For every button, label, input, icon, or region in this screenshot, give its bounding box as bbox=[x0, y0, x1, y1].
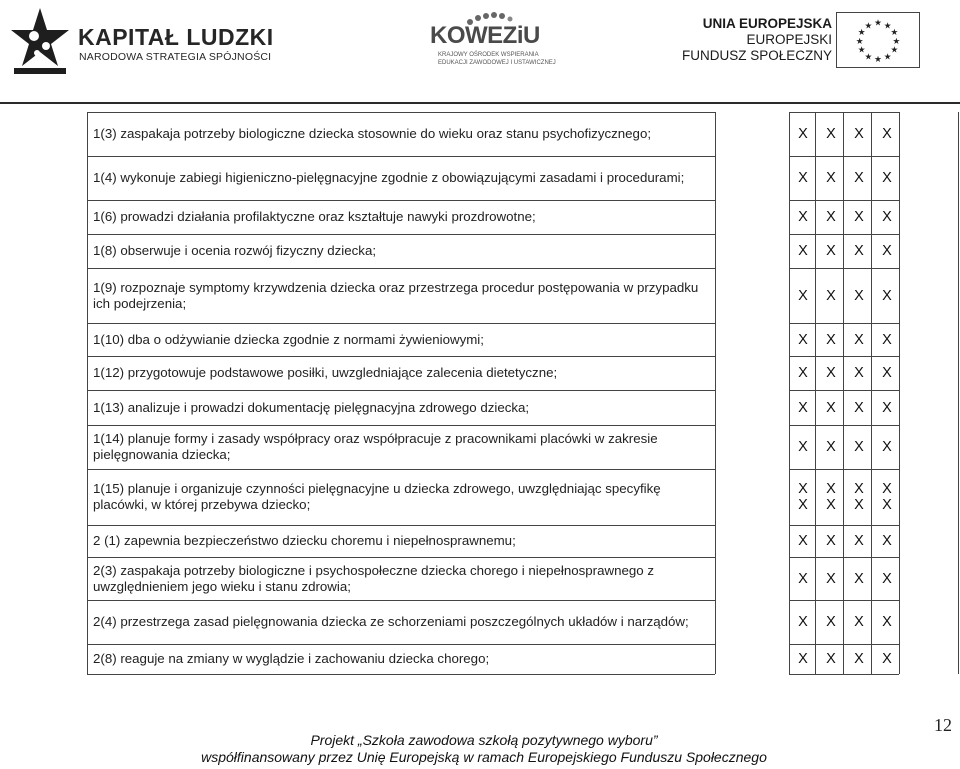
unia-europejska-logo bbox=[681, 12, 940, 78]
x-mark: X bbox=[854, 365, 864, 381]
column-line bbox=[958, 425, 959, 469]
table-row bbox=[0, 156, 960, 200]
x-mark: X bbox=[798, 287, 808, 304]
column-line bbox=[715, 425, 716, 469]
x-mark: X bbox=[882, 170, 892, 186]
column-line bbox=[87, 200, 88, 234]
kowezu-logo bbox=[424, 10, 564, 72]
svg-text:★: ★ bbox=[883, 52, 892, 63]
ue-line3: FUNDUSZ SPOŁECZNY bbox=[681, 48, 832, 63]
x-mark: X bbox=[882, 497, 892, 513]
row-marks bbox=[789, 525, 901, 557]
mark-line bbox=[789, 533, 901, 549]
x-mark: X bbox=[854, 287, 864, 304]
x-mark: X bbox=[854, 209, 864, 225]
x-mark: X bbox=[798, 481, 808, 497]
column-line bbox=[87, 112, 88, 156]
row-description: 1(14) planuje formy i zasady współpracy oraz współpracuje z pracownikami placówki w zakresie pielęgnowania dziecka; bbox=[93, 431, 658, 462]
column-line bbox=[958, 112, 959, 156]
x-mark: X bbox=[882, 570, 892, 587]
x-mark: X bbox=[854, 243, 864, 259]
svg-text:★: ★ bbox=[874, 18, 882, 29]
x-mark: X bbox=[826, 651, 836, 667]
kowezu-line2: EDUKACJI ZAWODOWEJ I USTAWICZNEJ bbox=[438, 60, 556, 66]
ue-line2: EUROPEJSKI bbox=[746, 32, 832, 47]
table-row bbox=[0, 112, 960, 156]
x-mark: X bbox=[826, 399, 836, 416]
x-mark: X bbox=[798, 209, 808, 225]
column-line bbox=[715, 112, 716, 156]
row-description: 2(4) przestrzega zasad pielęgnowania dziecka ze schorzeniami poszczególnych układów i narządów; bbox=[93, 614, 689, 629]
x-mark: X bbox=[854, 170, 864, 186]
x-mark: X bbox=[798, 365, 808, 381]
kowezu-name: KOWEZiU bbox=[430, 22, 540, 49]
x-mark: X bbox=[882, 399, 892, 416]
column-line bbox=[715, 234, 716, 268]
row-marks bbox=[789, 469, 901, 525]
table-row bbox=[0, 356, 960, 390]
x-mark: X bbox=[854, 497, 864, 513]
row-border bbox=[789, 674, 899, 675]
column-line bbox=[715, 644, 716, 674]
mark-line bbox=[789, 481, 901, 497]
column-line bbox=[715, 600, 716, 644]
row-border bbox=[87, 674, 715, 675]
mark-line bbox=[789, 170, 901, 186]
table-row bbox=[0, 425, 960, 469]
column-line bbox=[87, 156, 88, 200]
x-mark: X bbox=[798, 533, 808, 549]
svg-text:★: ★ bbox=[892, 36, 901, 47]
column-line bbox=[958, 356, 959, 390]
eu-flag-icon bbox=[836, 12, 920, 68]
column-line bbox=[715, 156, 716, 200]
ue-line1: UNIA EUROPEJSKA bbox=[702, 16, 832, 31]
table-bottom bbox=[0, 674, 960, 675]
kapital-ludzki-title: KAPITAŁ LUDZKI bbox=[78, 24, 274, 50]
x-mark: X bbox=[798, 614, 808, 630]
x-mark: X bbox=[798, 399, 808, 416]
row-marks bbox=[789, 390, 901, 425]
column-line bbox=[87, 356, 88, 390]
column-line bbox=[715, 469, 716, 525]
column-line bbox=[958, 644, 959, 674]
column-line bbox=[87, 234, 88, 268]
x-mark: X bbox=[826, 481, 836, 497]
row-marks bbox=[789, 425, 901, 469]
x-mark: X bbox=[854, 399, 864, 416]
column-line bbox=[87, 557, 88, 600]
x-mark: X bbox=[826, 497, 836, 513]
row-marks bbox=[789, 600, 901, 644]
footer-funding-line: współfinansowany przez Unię Europejską w ramach Europejskiego Funduszu Społecznego bbox=[201, 749, 767, 765]
x-mark: X bbox=[854, 126, 864, 142]
row-marks bbox=[789, 112, 901, 156]
x-mark: X bbox=[826, 209, 836, 225]
svg-text:★: ★ bbox=[883, 21, 892, 32]
kapital-ludzki-star-icon bbox=[10, 6, 70, 78]
svg-text:★: ★ bbox=[857, 28, 866, 39]
column-line bbox=[958, 469, 959, 525]
x-mark: X bbox=[882, 365, 892, 381]
column-line bbox=[958, 268, 959, 323]
svg-text:★: ★ bbox=[890, 28, 899, 39]
x-mark: X bbox=[882, 481, 892, 497]
kowezu-line1: KRAJOWY OŚRODEK WSPIERANIA bbox=[438, 52, 539, 58]
mark-line bbox=[789, 209, 901, 225]
column-line bbox=[715, 390, 716, 425]
x-mark: X bbox=[882, 651, 892, 667]
mark-line bbox=[789, 497, 901, 513]
competency-table bbox=[0, 112, 960, 675]
x-mark: X bbox=[882, 243, 892, 259]
table-row bbox=[0, 323, 960, 356]
table-row bbox=[0, 390, 960, 425]
row-description: 1(4) wykonuje zabiegi higieniczno-pielęgnacyjne zgodnie z obowiązującymi zasadami i procedurami; bbox=[93, 170, 685, 185]
row-description: 1(3) zaspakaja potrzeby biologiczne dziecka stosownie do wieku oraz stanu psychofizycznego; bbox=[93, 126, 652, 141]
svg-text:★: ★ bbox=[864, 21, 873, 32]
mark-line bbox=[789, 400, 901, 416]
row-description: 1(12) przygotowuje podstawowe posiłki, uwzgledniające zalecenia dietetyczne; bbox=[93, 365, 558, 380]
column-line bbox=[958, 323, 959, 356]
x-mark: X bbox=[826, 287, 836, 304]
x-mark: X bbox=[854, 331, 864, 348]
svg-text:★: ★ bbox=[864, 52, 873, 63]
x-mark: X bbox=[826, 365, 836, 381]
mark-line bbox=[789, 288, 901, 304]
x-mark: X bbox=[798, 331, 808, 348]
row-description: 2(3) zaspakaja potrzeby biologiczne i psychospołeczne dziecka chorego i niepełnosprawnego z uwzględnieniem jego wieku i stanu zdrowia; bbox=[93, 562, 655, 594]
column-line bbox=[958, 600, 959, 644]
x-mark: X bbox=[798, 243, 808, 259]
x-mark: X bbox=[798, 439, 808, 455]
x-mark: X bbox=[882, 533, 892, 549]
row-description: 1(8) obserwuje i ocenia rozwój fizyczny dziecka; bbox=[93, 243, 377, 258]
column-line bbox=[87, 268, 88, 323]
ue-text-block bbox=[682, 16, 832, 64]
table-row bbox=[0, 557, 960, 600]
row-description: 2 (1) zapewnia bezpieczeństwo dziecku choremu i niepełnosprawnemu; bbox=[93, 533, 516, 548]
x-mark: X bbox=[882, 287, 892, 304]
mark-line bbox=[789, 126, 901, 142]
x-mark: X bbox=[826, 614, 836, 630]
table-row bbox=[0, 525, 960, 557]
footer-project-line: Projekt „Szkoła zawodowa szkołą pozytywnego wyboru” bbox=[310, 732, 658, 748]
mark-line bbox=[789, 651, 901, 667]
mark-line bbox=[789, 365, 901, 381]
x-mark: X bbox=[854, 439, 864, 455]
x-mark: X bbox=[882, 439, 892, 455]
x-mark: X bbox=[882, 331, 892, 348]
mark-line bbox=[789, 243, 901, 259]
page-footer bbox=[0, 732, 960, 766]
x-mark: X bbox=[826, 170, 836, 186]
row-marks bbox=[789, 323, 901, 356]
x-mark: X bbox=[826, 570, 836, 587]
column-line bbox=[87, 323, 88, 356]
row-description: 1(6) prowadzi działania profilaktyczne oraz kształtuje nawyki prozdrowotne; bbox=[93, 209, 536, 224]
column-line bbox=[87, 390, 88, 425]
row-marks bbox=[789, 644, 901, 674]
x-mark: X bbox=[826, 439, 836, 455]
mark-line bbox=[789, 571, 901, 587]
table-row bbox=[0, 644, 960, 674]
column-line bbox=[958, 156, 959, 200]
column-line bbox=[715, 525, 716, 557]
svg-text:★: ★ bbox=[855, 36, 864, 47]
kapital-ludzki-subtitle: NARODOWA STRATEGIA SPÓJNOŚCI bbox=[79, 51, 272, 63]
x-mark: X bbox=[826, 533, 836, 549]
column-line bbox=[958, 525, 959, 557]
row-description: 2(8) reaguje na zmiany w wyglądzie i zachowaniu dziecka chorego; bbox=[93, 651, 490, 666]
column-line bbox=[87, 525, 88, 557]
column-line bbox=[87, 644, 88, 674]
column-line bbox=[958, 234, 959, 268]
column-line bbox=[87, 600, 88, 644]
column-line bbox=[958, 557, 959, 600]
x-mark: X bbox=[798, 126, 808, 142]
row-description: 1(9) rozpoznaje symptomy krzywdzenia dziecka oraz przestrzega procedur postępowania w przypadku ich podejrzenia; bbox=[93, 279, 699, 311]
x-mark: X bbox=[882, 209, 892, 225]
row-marks bbox=[789, 200, 901, 234]
header-divider bbox=[0, 102, 960, 104]
row-marks bbox=[789, 156, 901, 200]
column-line bbox=[715, 268, 716, 323]
column-line bbox=[715, 323, 716, 356]
x-mark: X bbox=[798, 651, 808, 667]
x-mark: X bbox=[798, 170, 808, 186]
x-mark: X bbox=[882, 614, 892, 630]
column-line bbox=[958, 200, 959, 234]
row-marks bbox=[789, 356, 901, 390]
kapital-ludzki-logo bbox=[6, 6, 274, 78]
x-mark: X bbox=[826, 331, 836, 348]
x-mark: X bbox=[854, 570, 864, 587]
mark-line bbox=[789, 439, 901, 455]
column-line bbox=[715, 200, 716, 234]
svg-text:★: ★ bbox=[874, 55, 882, 66]
svg-text:★: ★ bbox=[890, 45, 899, 56]
table-row bbox=[0, 200, 960, 234]
x-mark: X bbox=[826, 243, 836, 259]
table-row bbox=[0, 234, 960, 268]
mark-line bbox=[789, 332, 901, 348]
table-row bbox=[0, 268, 960, 323]
row-description: 1(10) dba o odżywianie dziecka zgodnie z normami żywieniowymi; bbox=[93, 331, 484, 347]
x-mark: X bbox=[854, 481, 864, 497]
row-marks bbox=[789, 557, 901, 600]
x-mark: X bbox=[798, 570, 808, 587]
x-mark: X bbox=[798, 497, 808, 513]
x-mark: X bbox=[854, 651, 864, 667]
mark-line bbox=[789, 614, 901, 630]
row-description: 1(15) planuje i organizuje czynności pielęgnacyjne u dziecka zdrowego, uwzględniając specyfikę placówki, w której przebywa dziecko; bbox=[93, 481, 661, 512]
svg-text:★: ★ bbox=[857, 45, 866, 56]
x-mark: X bbox=[854, 614, 864, 630]
table-row bbox=[0, 469, 960, 525]
column-line bbox=[715, 557, 716, 600]
row-description: 1(13) analizuje i prowadzi dokumentację pielęgnacyjna zdrowego dziecka; bbox=[93, 399, 530, 415]
page-header bbox=[0, 0, 960, 100]
column-line bbox=[715, 356, 716, 390]
column-line bbox=[87, 425, 88, 469]
x-mark: X bbox=[826, 126, 836, 142]
table-row bbox=[0, 600, 960, 644]
column-line bbox=[87, 469, 88, 525]
x-mark: X bbox=[854, 533, 864, 549]
page-number: 12 bbox=[934, 715, 952, 735]
row-marks bbox=[789, 234, 901, 268]
row-marks bbox=[789, 268, 901, 323]
x-mark: X bbox=[882, 126, 892, 142]
column-line bbox=[958, 390, 959, 425]
